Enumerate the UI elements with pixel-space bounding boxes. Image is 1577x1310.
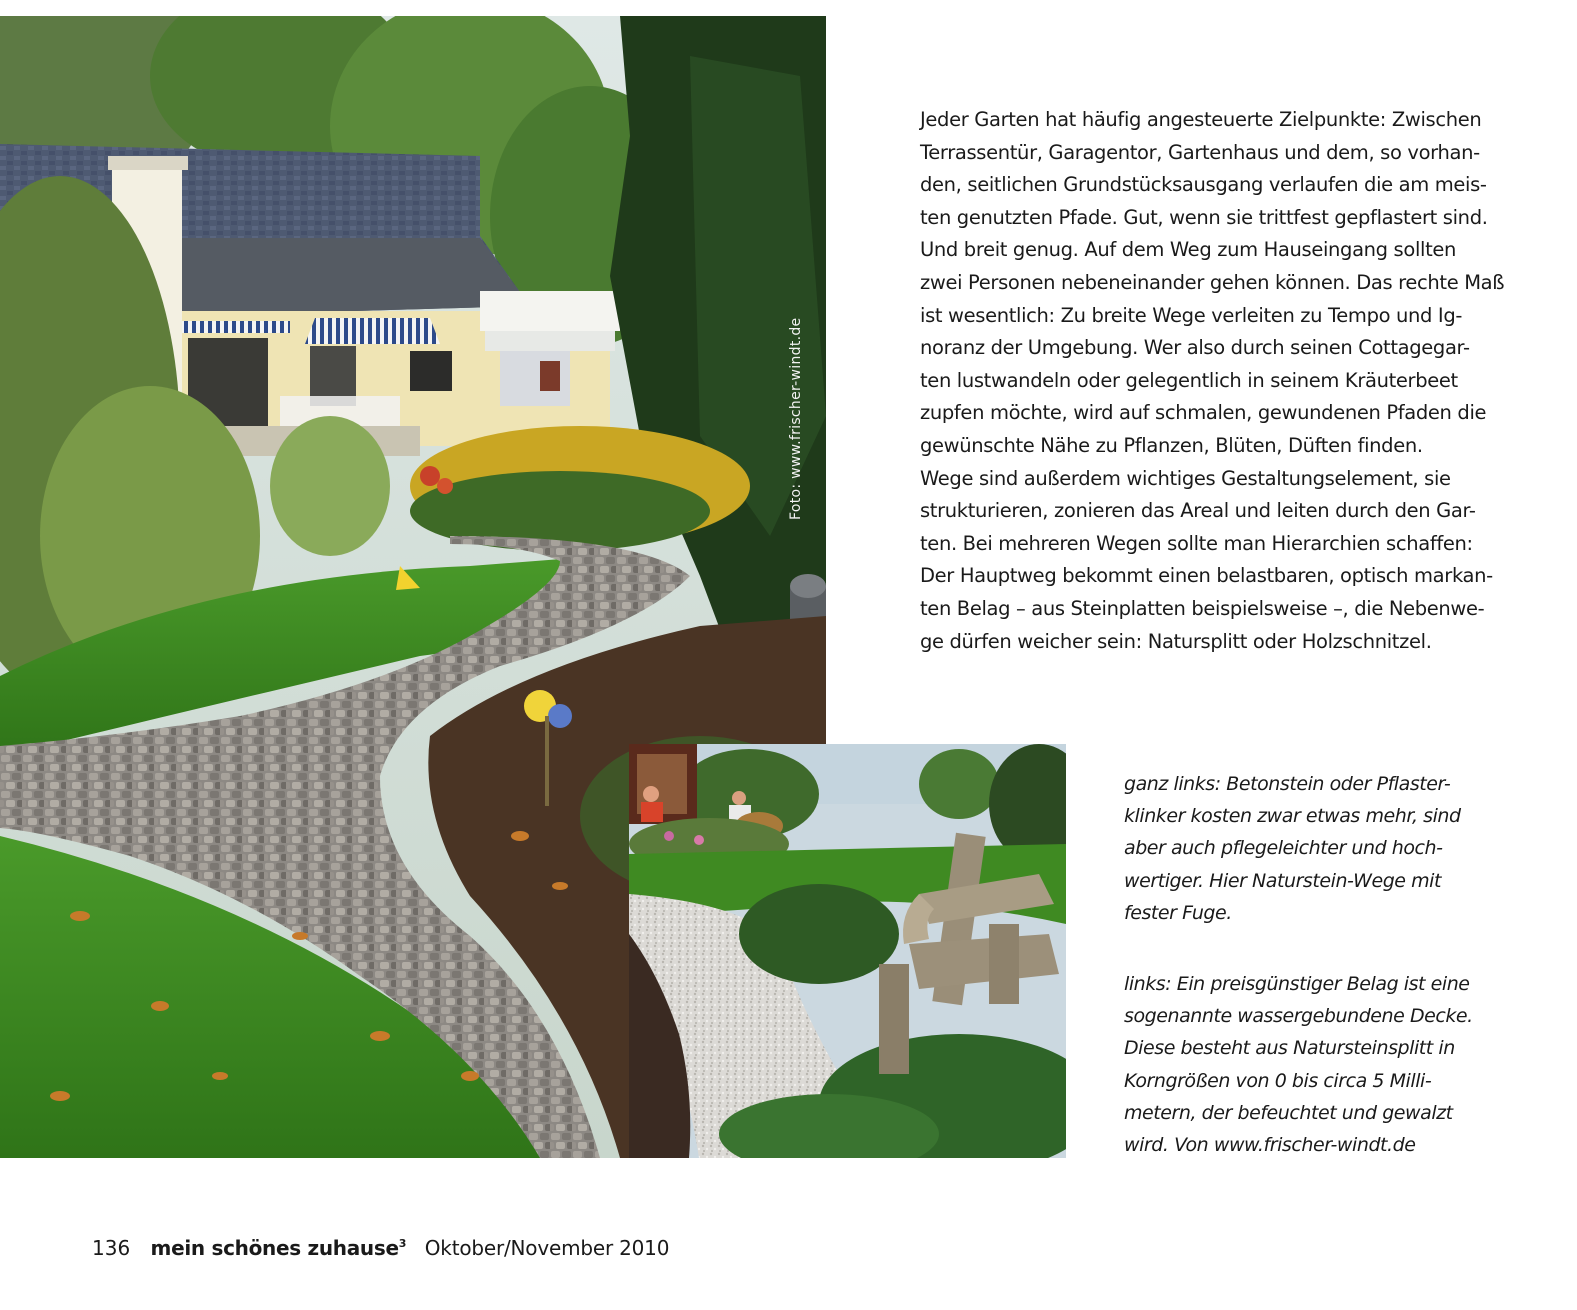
caption-line: aber auch pflegeleichter und hoch- bbox=[1124, 837, 1443, 860]
body-line: ten. Bei mehreren Wegen sollte man Hierarchien schaffen: bbox=[920, 531, 1473, 555]
caption-line: wird. Von www.frischer-windt.de bbox=[1124, 1133, 1416, 1156]
body-line: Terrassentür, Garagentor, Gartenhaus und dem, so vorhan- bbox=[920, 140, 1480, 164]
magazine-superscript: 3 bbox=[398, 1237, 407, 1251]
body-line: gewünschte Nähe zu Pflanzen, Blüten, Düften finden. bbox=[920, 433, 1423, 457]
caption-line: wertiger. Hier Naturstein-Wege mit bbox=[1124, 869, 1442, 892]
caption-line: ganz links: Betonstein oder Pflaster- bbox=[1124, 773, 1451, 795]
body-line: ten Belag – aus Steinplatten beispielsweise –, die Nebenwe- bbox=[920, 596, 1485, 620]
page-number: 136 bbox=[92, 1236, 131, 1260]
body-line: Wege sind außerdem wichtiges Gestaltungselement, sie bbox=[920, 466, 1451, 490]
body-line: den, seitlichen Grundstücksausgang verlaufen die am meis- bbox=[920, 173, 1487, 197]
caption-line: fester Fuge. bbox=[1124, 901, 1232, 924]
gravel-path-bench-photo bbox=[629, 744, 1066, 1158]
body-line: Und breit genug. Auf dem Weg zum Hauseingang sollten bbox=[920, 238, 1457, 262]
page-footer bbox=[92, 1236, 669, 1260]
body-line: noranz der Umgebung. Wer also durch seinen Cottagegar- bbox=[920, 336, 1470, 360]
body-line: ist wesentlich: Zu breite Wege verleiten zu Tempo und Ig- bbox=[920, 303, 1463, 327]
photo-credit: Foto: www.frischer-windt.de bbox=[788, 317, 804, 520]
body-line: Jeder Garten hat häufig angesteuerte Zielpunkte: Zwischen bbox=[920, 108, 1482, 131]
caption-ganz-links bbox=[1124, 768, 1544, 929]
caption-line: Diese besteht aus Natursteinsplitt in bbox=[1124, 1037, 1455, 1060]
body-line: zwei Personen nebeneinander gehen können. Das rechte Maß bbox=[920, 270, 1505, 294]
gravel-path-bench-photo-drawing bbox=[629, 744, 1066, 1158]
caption-line: metern, der befeuchtet und gewalzt bbox=[1124, 1101, 1453, 1124]
caption-line: klinker kosten zwar etwas mehr, sind bbox=[1124, 805, 1461, 828]
caption-line: Korngrößen von 0 bis circa 5 Milli- bbox=[1124, 1069, 1432, 1092]
article-body bbox=[920, 104, 1510, 658]
body-line: ten lustwandeln oder gelegentlich in seinem Kräuterbeet bbox=[920, 368, 1458, 392]
caption-line: sogenannte wassergebundene Decke. bbox=[1124, 1005, 1473, 1028]
issue-date: Oktober/November 2010 bbox=[424, 1236, 670, 1260]
caption-line: links: Ein preisgünstiger Belag ist eine bbox=[1124, 973, 1470, 995]
body-line: strukturieren, zonieren das Areal und leiten durch den Gar- bbox=[920, 499, 1476, 523]
caption-links bbox=[1124, 968, 1544, 1161]
body-line: zupfen möchte, wird auf schmalen, gewundenen Pfaden die bbox=[920, 401, 1487, 425]
body-line: Der Hauptweg bekommt einen belastbaren, optisch markan- bbox=[920, 564, 1493, 588]
body-line: ten genutzten Pfade. Gut, wenn sie trittfest gepflastert sind. bbox=[920, 205, 1488, 229]
magazine-title: mein schönes zuhause bbox=[150, 1236, 399, 1260]
body-line: ge dürfen weicher sein: Natursplitt oder Holzschnitzel. bbox=[920, 629, 1432, 653]
